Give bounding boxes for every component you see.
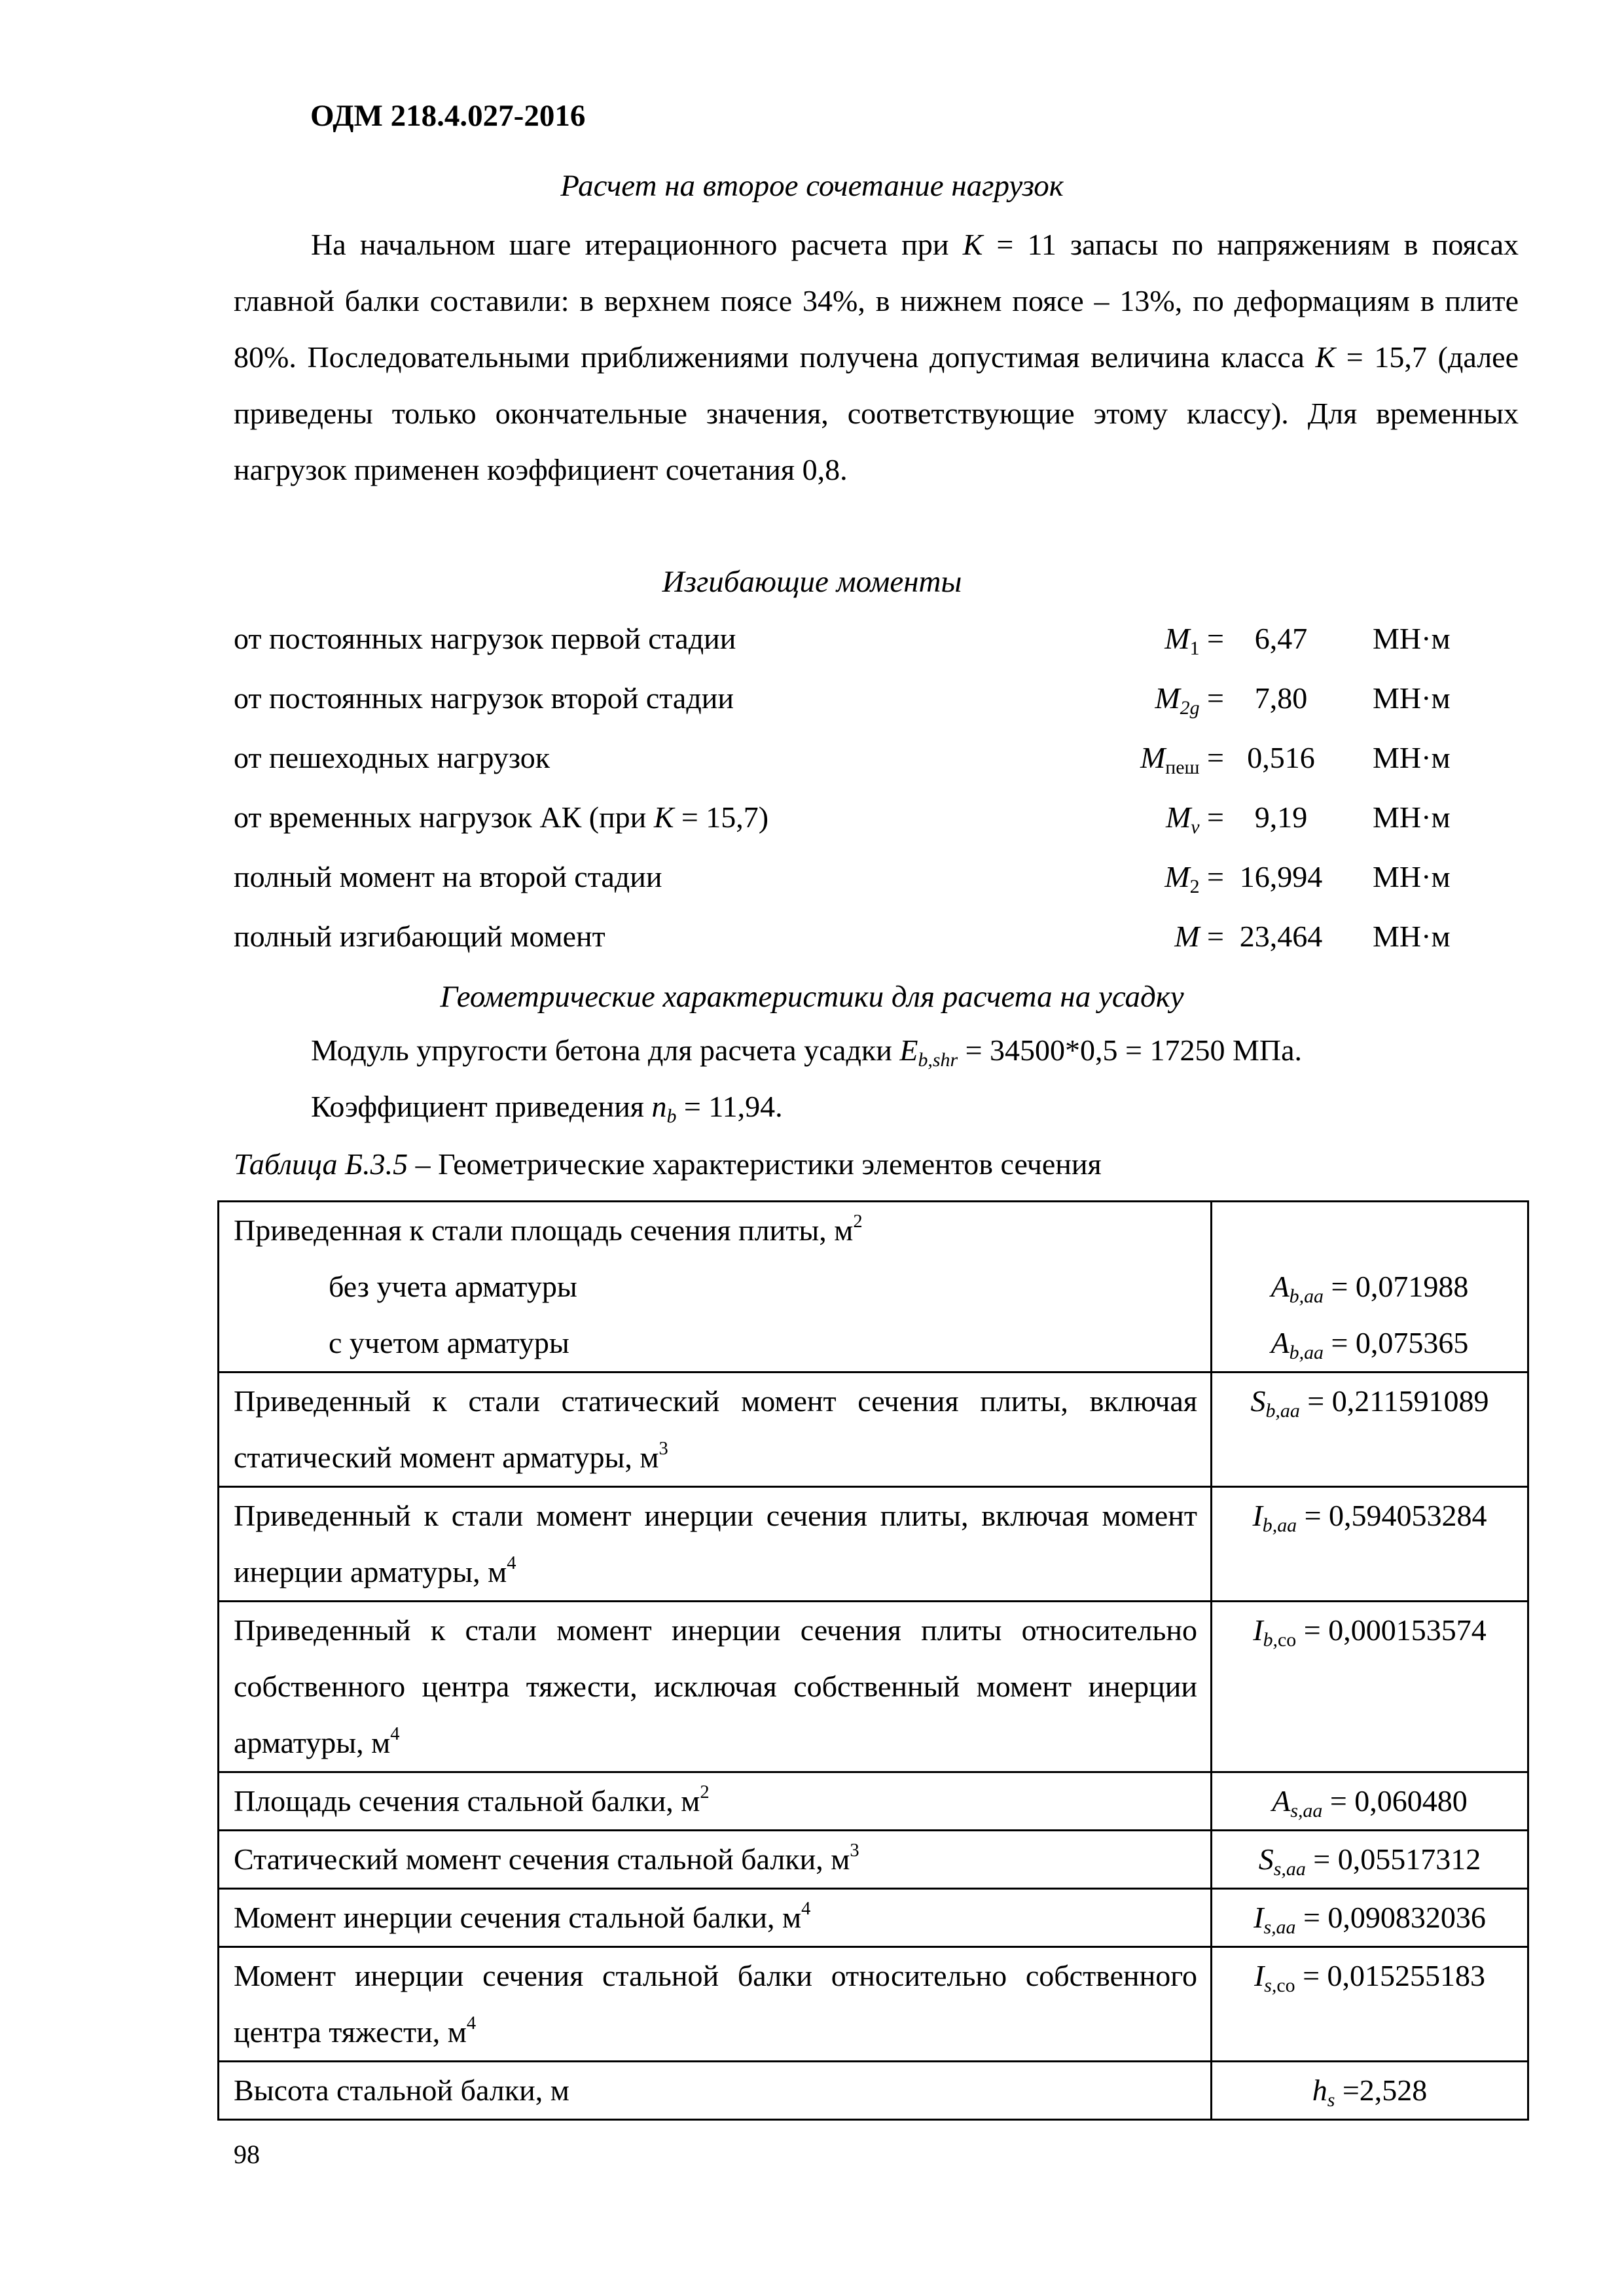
- intro-paragraph: На начальном шаге итерационного расчета при К = 11 запасы по напряжениям в поясах главной балки составили: в верхнем поясе 34%, в нижнем поясе – 13%, по деформациям в плите 80%. Последовательными приближениями получена допустимая величина класса К = 15,7 (далее приведены только окончательные значения, соответствующие этому классу). Для временных нагрузок применен коэффициент сочетания 0,8.: [234, 228, 1519, 486]
- table-cell-label: Площадь сечения стальной балки, $м^2$: [219, 1772, 1212, 1831]
- coefficient-line: Коэффициент приведения $n_b = 11,94$.: [311, 1090, 783, 1127]
- moment-label: от временных нагрузок АК (при К = 15,7): [234, 800, 769, 834]
- moment-row: [234, 919, 1519, 971]
- moment-unit: МН·м: [1373, 920, 1451, 953]
- geometry-title: Геометрические характеристики для расчета на усадку: [440, 980, 1184, 1014]
- table-row: [219, 1202, 1528, 1372]
- table-cell-value: $I_{b,aa} = 0,594053284$: [1212, 1487, 1528, 1602]
- table-cell-value: $I_{b,co} = 0,000153574$: [1212, 1602, 1528, 1772]
- moment-unit: МН·м: [1373, 622, 1451, 655]
- moment-unit: МН·м: [1373, 800, 1451, 834]
- moment-row: [234, 681, 1519, 733]
- table-row: [219, 1487, 1528, 1602]
- table-cell-value: $A_{b,aa} = 0,071988$ $A_{b,aa} = 0,075365$: [1212, 1202, 1528, 1372]
- moment-label: от постоянных нагрузок второй стадии: [234, 681, 734, 715]
- moment-label: полный изгибающий момент: [234, 920, 605, 953]
- table-row: [219, 1772, 1528, 1831]
- moment-symbol: $M_{пеш}$ =: [1140, 741, 1224, 778]
- document-header: ОДМ 218.4.027-2016: [310, 99, 586, 133]
- page-number: 98: [234, 2140, 260, 2169]
- table-cell-label: Приведенный к стали момент инерции сечения плиты, включая момент инерции арматуры, $м^4$: [219, 1487, 1212, 1602]
- moment-symbol: $M_v$ =: [1165, 800, 1224, 838]
- moment-symbol: $M_1$ =: [1164, 622, 1224, 659]
- table-cell-value: $S_{b,aa} = 0,211591089$: [1212, 1372, 1528, 1487]
- geometry-table: [217, 1200, 1529, 2121]
- table-row: [219, 1831, 1528, 1889]
- moment-value: 16,994: [1239, 860, 1323, 893]
- moment-label: полный момент на второй стадии: [234, 860, 662, 893]
- table-row: [219, 1889, 1528, 1947]
- moment-symbol: M =: [1174, 920, 1224, 953]
- table-cell-label: Приведенный к стали момент инерции сечения плиты относительно собственного центра тяжести, исключая собственный момент инерции арматуры, $м^4$: [219, 1602, 1212, 1772]
- moment-unit: МН·м: [1373, 681, 1451, 715]
- modulus-line: Модуль упругости бетона для расчета усадки $E_{b,shr} = 34500*0,5 = 17250$ МПа.: [311, 1033, 1303, 1071]
- table-row: [219, 1372, 1528, 1487]
- section-title: Расчет на второе сочетание нагрузок: [560, 169, 1064, 203]
- table-cell-label: Высота стальной балки, м: [219, 2062, 1212, 2120]
- moment-row: [234, 621, 1519, 673]
- moment-row: [234, 859, 1519, 912]
- moment-symbol: $M_2$ =: [1164, 860, 1224, 897]
- table-cell-label: Приведенная к стали площадь сечения плиты, $м^2$ без учета арматуры с учетом арматуры: [219, 1202, 1212, 1372]
- table-cell-label: Момент инерции сечения стальной балки относительно собственного центра тяжести, $м^4$: [219, 1947, 1212, 2062]
- table-row: [219, 1602, 1528, 1772]
- table-row: [219, 1947, 1528, 2062]
- moment-row: [234, 740, 1519, 793]
- table-cell-value: $h_s =2,528$: [1212, 2062, 1528, 2120]
- table-cell-label: Момент инерции сечения стальной балки, $м^4$: [219, 1889, 1212, 1947]
- moment-unit: МН·м: [1373, 860, 1451, 893]
- moment-value: 0,516: [1247, 741, 1315, 774]
- moment-label: от пешеходных нагрузок: [234, 741, 550, 774]
- table-cell-value: $I_{s,co} = 0,015255183$: [1212, 1947, 1528, 2062]
- moment-row: [234, 800, 1519, 852]
- table-cell-label: Приведенный к стали статический момент сечения плиты, включая статический момент арматуры, $м^3$: [219, 1372, 1212, 1487]
- moment-value: 6,47: [1254, 622, 1308, 655]
- moment-symbol: $M_{2g}$ =: [1155, 681, 1224, 719]
- moment-value: 9,19: [1254, 800, 1308, 834]
- moments-title: Изгибающие моменты: [662, 565, 962, 599]
- table-cell-value: $S_{s,aa} = 0,05517312$: [1212, 1831, 1528, 1889]
- moment-value: 7,80: [1254, 681, 1308, 715]
- table-cell-value: $A_{s,aa} = 0,060480$: [1212, 1772, 1528, 1831]
- moment-label: от постоянных нагрузок первой стадии: [234, 622, 736, 655]
- table-caption: Таблица Б.3.5 – Геометрические характеристики элементов сечения: [234, 1147, 1102, 1181]
- table-cell-value: $I_{s,aa} = 0,090832036$: [1212, 1889, 1528, 1947]
- table-cell-label: Статический момент сечения стальной балки, $м^3$: [219, 1831, 1212, 1889]
- moment-unit: МН·м: [1373, 741, 1451, 774]
- moment-value: 23,464: [1239, 920, 1323, 953]
- table-row: [219, 2062, 1528, 2120]
